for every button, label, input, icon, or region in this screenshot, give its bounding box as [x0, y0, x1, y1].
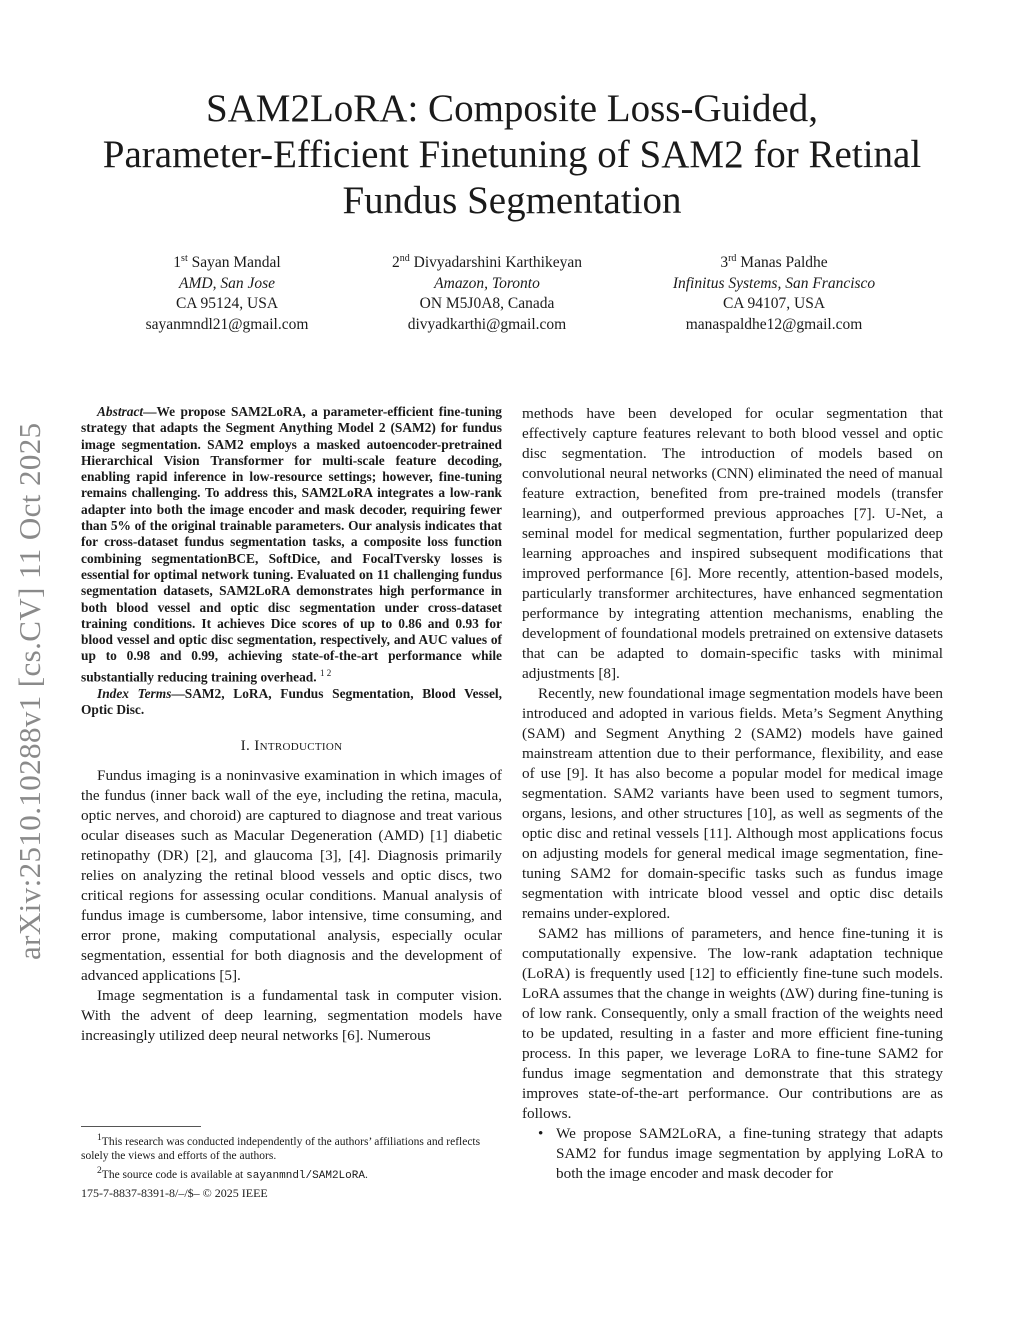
bullet-icon: •	[538, 1125, 544, 1142]
author-block-2: 2nd Divyadarshini Karthikeyan Amazon, Toronto ON M5J0A8, Canada divyadkarthi@gmail.com	[342, 249, 632, 335]
author-email: manaspaldhe12@gmail.com	[685, 315, 863, 333]
paper-title: SAM2LoRA: Composite Loss-Guided, Parameter-Efficient Finetuning of SAM2 for Retinal Fundus Segmentation	[102, 87, 922, 222]
footnote-2: $^2$The source code is available at sayanmndl/SAM2LoRA.	[97, 1164, 368, 1182]
author-affiliation: Infinitus Systems, San Francisco	[672, 274, 876, 292]
author-email: sayanmndl21@gmail.com	[145, 315, 309, 333]
paragraph: methods have been developed for ocular segmentation that effectively capture features relevant to both blood vessel and optic disc segmentation. The introduction of models based on convolutional neural networks (CNN) eliminated the need of manual feature extraction, benefited from pre-trained models (transfer learning), and outperformed previous approaches [7]. U-Net, a seminal model for medical segmentation, further popularized deep learning approaches and inspired subsequent modifications that improved performance [6]. More recently, attention-based models, particularly transformer architectures, have enhanced segmentation performance by integrating attention mechanisms, enabling the development of foundational models pretrained on extensive datasets that can be adapted to domain-specific tasks with minimal adjustments [8].	[522, 405, 943, 682]
author-name: Divyadarshini Karthikeyan	[413, 254, 582, 272]
paragraph: Fundus imaging is a noninvasive examination in which images of the fundus (inner back wall of the eye, including the retina, macula, optic nerves, and choroid) are captured to diagnose and treat various ocular diseases such as Macular Degeneration (AMD) [1] diabetic retinopathy (DR) [2], and glaucoma [3], [4]. Diagnosis primarily relies on analyzing the retinal blood vessels and optic discs, two critical regions for assessing ocular conditions. Manual analysis of fundus image is cumbersome, labor intensive, time consuming, and error prone, making computational analysis, especially ocular segmentation, essential for both diagnosis and the development of advanced applications [5].	[81, 767, 502, 985]
copyright-line: 175-7-8837-8391-8/–/$– © 2025 IEEE	[81, 1186, 268, 1200]
abstract: Abstract—We propose SAM2LoRA, a parameter-efficient fine-tuning strategy that adapts the Segment Anything Model 2 (SAM2) for fundus image segmentation. SAM2 employs a masked autoencoder-pretrained Hierarchical Vision Transformer for multi-scale feature decoding, enabling rapid inference in low-resource settings; however, fine-tuning remains challenging. To address this, SAM2LoRA integrates a low-rank adapter into both the image encoder and mask decoder, requiring fewer than 5% of the original trainable parameters. Our analysis indicates that for cross-dataset fundus segmentation tasks, a composite loss function combining segmentationBCE, SoftDice, and FocalTversky losses is essential for optimal network tuning. Evaluated on 11 challenging fundus segmentation datasets, SAM2LoRA demonstrates high performance in both blood vessel and optic disc segmentation under cross-dataset training conditions. It achieves Dice scores of up to 0.86 and 0.93 for blood vessel and optic disc segmentation, respectively, and AUC values of up to 0.98 and 0.99, achieving state-of-the-art performance while substantially reducing training overhead. $^{1 2}$	[81, 404, 502, 685]
author-address: ON M5J0A8, Canada	[419, 295, 555, 313]
section-heading: I. Introduction	[240, 737, 343, 755]
right-column	[522, 404, 943, 1184]
author-affiliation: AMD, San Jose	[179, 274, 275, 292]
author-name: Sayan Mandal	[191, 254, 281, 272]
footnote-1: $^1$This research was conducted independently of the authors’ affiliations and reflects solely the views and efforts of the authors.	[81, 1132, 481, 1163]
paragraph: Image segmentation is a fundamental task in computer vision. With the advent of deep learning, segmentation models have increasingly utilized deep neural networks [6]. Numerous	[81, 987, 502, 1045]
author-address: CA 95124, USA	[175, 295, 279, 313]
author-block-3: 3rd Manas Paldhe Infinitus Systems, San Francisco CA 94107, USA manaspaldhe12@gmail.com	[629, 249, 919, 335]
author-email: divyadkarthi@gmail.com	[407, 315, 567, 333]
author-affiliation: Amazon, Toronto	[434, 274, 540, 292]
index-terms: Index Terms—SAM2, LoRA, Fundus Segmentation, Blood Vessel, Optic Disc.	[81, 685, 502, 717]
arxiv-stamp: arXiv:2510.10288v1 [cs.CV] 11 Oct 2025	[12, 422, 47, 960]
author-address: CA 94107, USA	[722, 295, 826, 313]
paragraph: SAM2 has millions of parameters, and hence fine-tuning it is computationally expensive. The low-rank adaptation technique (LoRA) is frequently used [12] to efficiently fine-tune such models. LoRA assumes that the change in weights (ΔW) during fine-tuning is of low rank. Consequently, only a small fraction of the weights need to be updated, resulting in a faster and more efficient fine-tuning process. In this paper, we leverage LoRA to fine-tune SAM2 for fundus image segmentation and demonstrate that this strategy improves state-of-the-art performance. Our contributions are as follows.	[522, 925, 943, 1122]
footnotes	[81, 1126, 502, 1183]
left-column	[81, 404, 502, 1046]
author-name: Manas Paldhe	[740, 254, 828, 272]
contribution-bullet: • We propose SAM2LoRA, a fine-tuning strategy that adapts SAM2 for fundus image segmentation by applying LoRA to both the image encoder and mask decoder for	[538, 1125, 943, 1182]
paragraph: Recently, new foundational image segmentation models have been introduced and adopted in various fields. Meta’s Segment Anything (SAM) and Segment Anything 2 (SAM2) models have gained mainstream attention due to their performance, flexibility, and ease of use [9]. It has also become a popular model for medical image segmentation. SAM2 variants have been used to segment tumors, organs, lesions, and other structures [10], as well as segments of the optic disc and retinal vessels [11]. Although most applications focus on adjusting models for general medical image segmentation, fine-tuning SAM2 for domain-specific tasks such as fundus image segmentation with intricate blood vessel and optic disc details remains under-explored.	[522, 685, 943, 922]
footnote-rule	[81, 1126, 201, 1127]
author-block-1: 1st Sayan Mandal AMD, San Jose CA 95124, USA sayanmndl21@gmail.com	[82, 249, 372, 335]
